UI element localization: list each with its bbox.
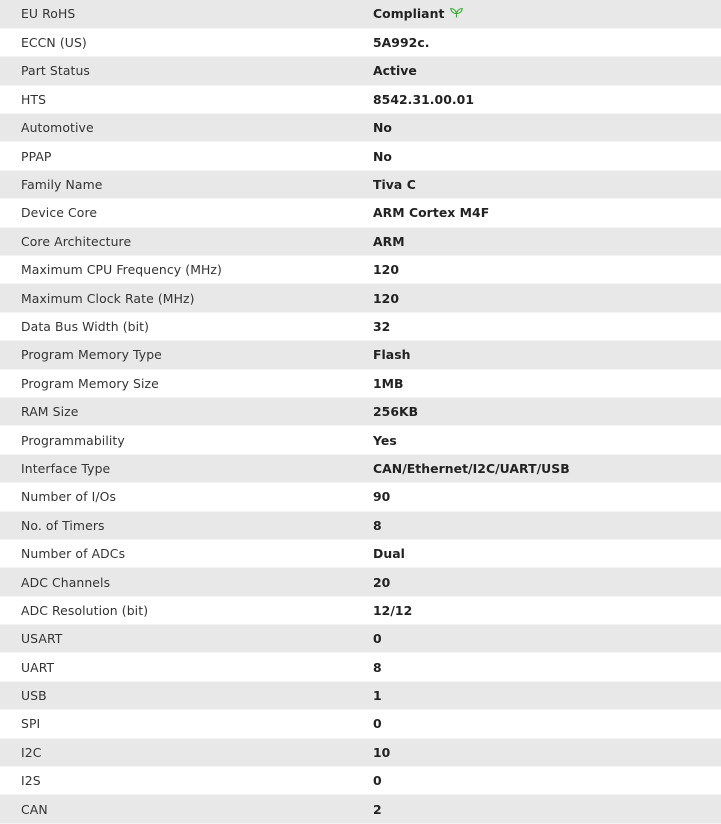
spec-label: SPI bbox=[0, 710, 373, 738]
spec-label: Device Core bbox=[0, 199, 373, 227]
spec-value: 0 bbox=[373, 710, 721, 738]
spec-row-i2s bbox=[0, 767, 721, 795]
spec-row-eu-rohs bbox=[0, 0, 721, 28]
spec-row-device-core bbox=[0, 199, 721, 227]
spec-label: No. of Timers bbox=[0, 511, 373, 539]
spec-row-core-architecture bbox=[0, 227, 721, 255]
spec-value: 12/12 bbox=[373, 596, 721, 624]
spec-row-automotive bbox=[0, 114, 721, 142]
spec-value: Flash bbox=[373, 341, 721, 369]
spec-label: Maximum Clock Rate (MHz) bbox=[0, 284, 373, 312]
spec-value: 0 bbox=[373, 625, 721, 653]
spec-label: Core Architecture bbox=[0, 227, 373, 255]
spec-label: Programmability bbox=[0, 426, 373, 454]
spec-value: ARM bbox=[373, 227, 721, 255]
spec-label: I2C bbox=[0, 738, 373, 766]
spec-label: EU RoHS bbox=[0, 0, 373, 28]
spec-label: Family Name bbox=[0, 170, 373, 198]
spec-row-adc-resolution bbox=[0, 596, 721, 624]
spec-value: Compliant bbox=[373, 6, 445, 22]
spec-value: 5A992c. bbox=[373, 28, 721, 56]
spec-value: 20 bbox=[373, 568, 721, 596]
spec-label: HTS bbox=[0, 85, 373, 113]
spec-row-interface-type bbox=[0, 454, 721, 482]
spec-row-spi bbox=[0, 710, 721, 738]
spec-row-number-of-ios bbox=[0, 483, 721, 511]
spec-row-ram-size bbox=[0, 397, 721, 425]
spec-row-i2c bbox=[0, 738, 721, 766]
spec-value: 90 bbox=[373, 483, 721, 511]
spec-value: 8542.31.00.01 bbox=[373, 85, 721, 113]
spec-value: 2 bbox=[373, 795, 721, 823]
spec-value: 0 bbox=[373, 767, 721, 795]
spec-label: Number of I/Os bbox=[0, 483, 373, 511]
spec-row-usart bbox=[0, 625, 721, 653]
spec-label: Automotive bbox=[0, 114, 373, 142]
spec-value: No bbox=[373, 114, 721, 142]
spec-label: CAN bbox=[0, 795, 373, 823]
leaf-icon bbox=[450, 6, 463, 21]
spec-row-uart bbox=[0, 653, 721, 681]
spec-row-ppap bbox=[0, 142, 721, 170]
spec-label: Part Status bbox=[0, 57, 373, 85]
spec-label: Number of ADCs bbox=[0, 539, 373, 567]
spec-label: USB bbox=[0, 681, 373, 709]
spec-value: 120 bbox=[373, 284, 721, 312]
spec-label: ECCN (US) bbox=[0, 28, 373, 56]
spec-value: 8 bbox=[373, 511, 721, 539]
spec-row-max-clock-rate bbox=[0, 284, 721, 312]
spec-label: ADC Resolution (bit) bbox=[0, 596, 373, 624]
spec-row-family-name bbox=[0, 170, 721, 198]
spec-row-hts bbox=[0, 85, 721, 113]
spec-label: Data Bus Width (bit) bbox=[0, 312, 373, 340]
spec-value: 8 bbox=[373, 653, 721, 681]
spec-value: No bbox=[373, 142, 721, 170]
spec-value: 120 bbox=[373, 256, 721, 284]
spec-value: 10 bbox=[373, 738, 721, 766]
spec-value: Yes bbox=[373, 426, 721, 454]
spec-label: RAM Size bbox=[0, 397, 373, 425]
spec-value: 1 bbox=[373, 681, 721, 709]
spec-value: 1MB bbox=[373, 369, 721, 397]
spec-row-part-status bbox=[0, 57, 721, 85]
spec-row-number-of-adcs bbox=[0, 539, 721, 567]
spec-value-cell bbox=[373, 0, 721, 28]
spec-label: USART bbox=[0, 625, 373, 653]
spec-value: Dual bbox=[373, 539, 721, 567]
spec-row-usb bbox=[0, 681, 721, 709]
spec-value: 256KB bbox=[373, 397, 721, 425]
spec-value: Active bbox=[373, 57, 721, 85]
spec-label: I2S bbox=[0, 767, 373, 795]
spec-row-data-bus-width bbox=[0, 312, 721, 340]
spec-value: CAN/Ethernet/I2C/UART/USB bbox=[373, 454, 721, 482]
spec-value: Tiva C bbox=[373, 170, 721, 198]
spec-row-max-cpu-frequency bbox=[0, 256, 721, 284]
spec-row-program-memory-type bbox=[0, 341, 721, 369]
spec-row-adc-channels bbox=[0, 568, 721, 596]
spec-row-programmability bbox=[0, 426, 721, 454]
spec-label: UART bbox=[0, 653, 373, 681]
spec-value: ARM Cortex M4F bbox=[373, 199, 721, 227]
spec-value: 32 bbox=[373, 312, 721, 340]
spec-label: PPAP bbox=[0, 142, 373, 170]
spec-row-number-of-timers bbox=[0, 511, 721, 539]
spec-label: Interface Type bbox=[0, 454, 373, 482]
spec-row-can bbox=[0, 795, 721, 823]
spec-row-program-memory-size bbox=[0, 369, 721, 397]
spec-row-eccn bbox=[0, 28, 721, 56]
spec-label: Program Memory Size bbox=[0, 369, 373, 397]
spec-label: Program Memory Type bbox=[0, 341, 373, 369]
spec-label: ADC Channels bbox=[0, 568, 373, 596]
spec-label: Maximum CPU Frequency (MHz) bbox=[0, 256, 373, 284]
